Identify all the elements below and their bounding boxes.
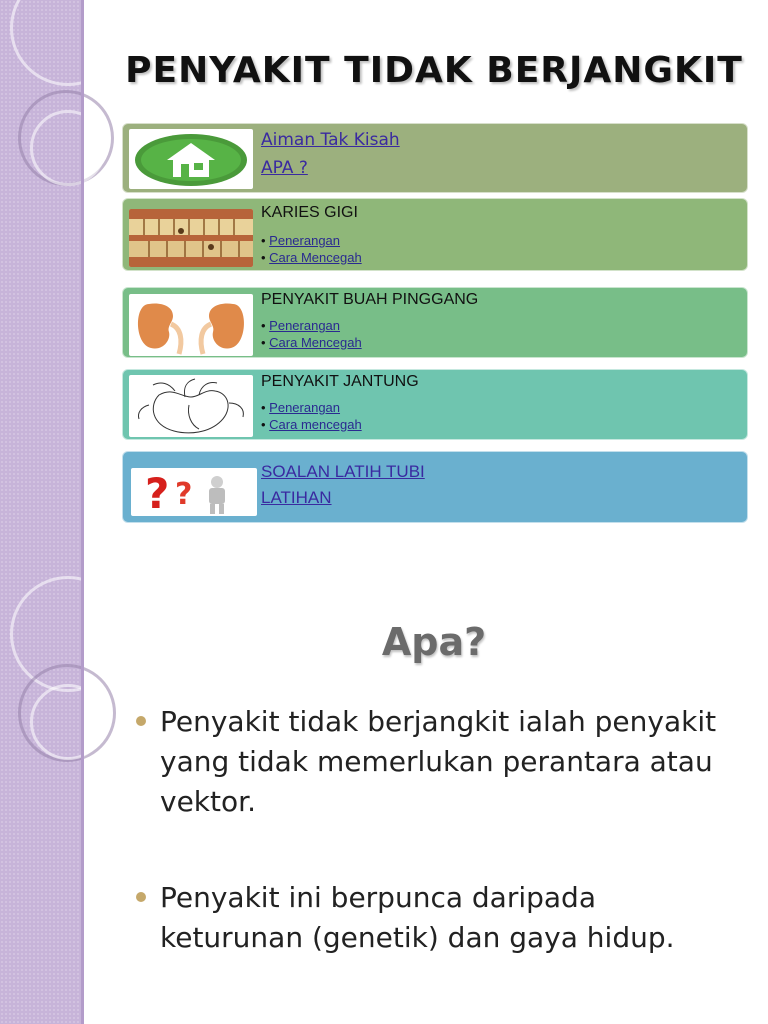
teeth-image — [129, 209, 253, 267]
ring-decoration — [30, 110, 106, 186]
svg-text:?: ? — [175, 477, 193, 512]
ring-decoration — [30, 684, 106, 760]
bullet-dot-icon — [136, 892, 146, 902]
menu-row-latihan — [122, 451, 748, 523]
jantung-cara-mencegah-link[interactable]: Cara mencegah — [269, 417, 362, 432]
bullet-item — [136, 878, 736, 958]
soalan-latih-tubi-link[interactable]: SOALAN LATIH TUBI — [261, 462, 425, 481]
jantung-label: PENYAKIT JANTUNG — [261, 373, 419, 390]
slide-2 — [0, 576, 768, 1024]
home-icon[interactable] — [129, 129, 253, 189]
menu-row-home — [122, 123, 748, 193]
section-heading: Apa? — [381, 620, 487, 664]
menu-row-karies-gigi: KARIES GIGI • Penerangan • Cara Mencegah — [122, 198, 748, 271]
page-title: PENYAKIT TIDAK BERJANGKIT — [125, 50, 743, 91]
aiman-tak-kisah-link[interactable]: Aiman Tak Kisah — [261, 130, 400, 150]
bullet-text: Penyakit ini berpunca daripada keturunan (genetik) dan gaya hidup. — [160, 881, 675, 954]
heart-image — [129, 375, 253, 437]
question-person-icon[interactable] — [131, 468, 257, 516]
buah-pinggang-label: PENYAKIT BUAH PINGGANG — [261, 291, 479, 308]
buah-pinggang-cara-mencegah-link[interactable]: Cara Mencegah — [269, 335, 362, 350]
kidney-image — [129, 294, 253, 356]
menu-row-buah-pinggang: PENYAKIT BUAH PINGGANG • Penerangan • Cara Mencegah — [122, 287, 748, 358]
menu-row-jantung: PENYAKIT JANTUNG • Penerangan • Cara mencegah — [122, 369, 748, 440]
karies-penerangan-link[interactable]: Penerangan — [269, 233, 341, 248]
bullet-item — [136, 702, 736, 822]
bullet-dot-icon — [136, 716, 146, 726]
sidebar-decoration — [0, 576, 84, 1024]
sidebar-decoration — [0, 0, 84, 576]
latihan-link[interactable]: LATIHAN — [261, 488, 332, 507]
jantung-penerangan-link[interactable]: Penerangan — [269, 400, 341, 415]
apa-link[interactable]: APA ? — [261, 158, 308, 178]
karies-gigi-label: KARIES GIGI — [261, 204, 358, 221]
karies-cara-mencegah-link[interactable]: Cara Mencegah — [269, 250, 362, 265]
bullet-text: Penyakit tidak berjangkit ialah penyakit yang tidak memerlukan perantara atau vektor. — [160, 705, 717, 818]
svg-text:?: ? — [145, 469, 170, 516]
buah-pinggang-penerangan-link[interactable]: Penerangan — [269, 318, 341, 333]
